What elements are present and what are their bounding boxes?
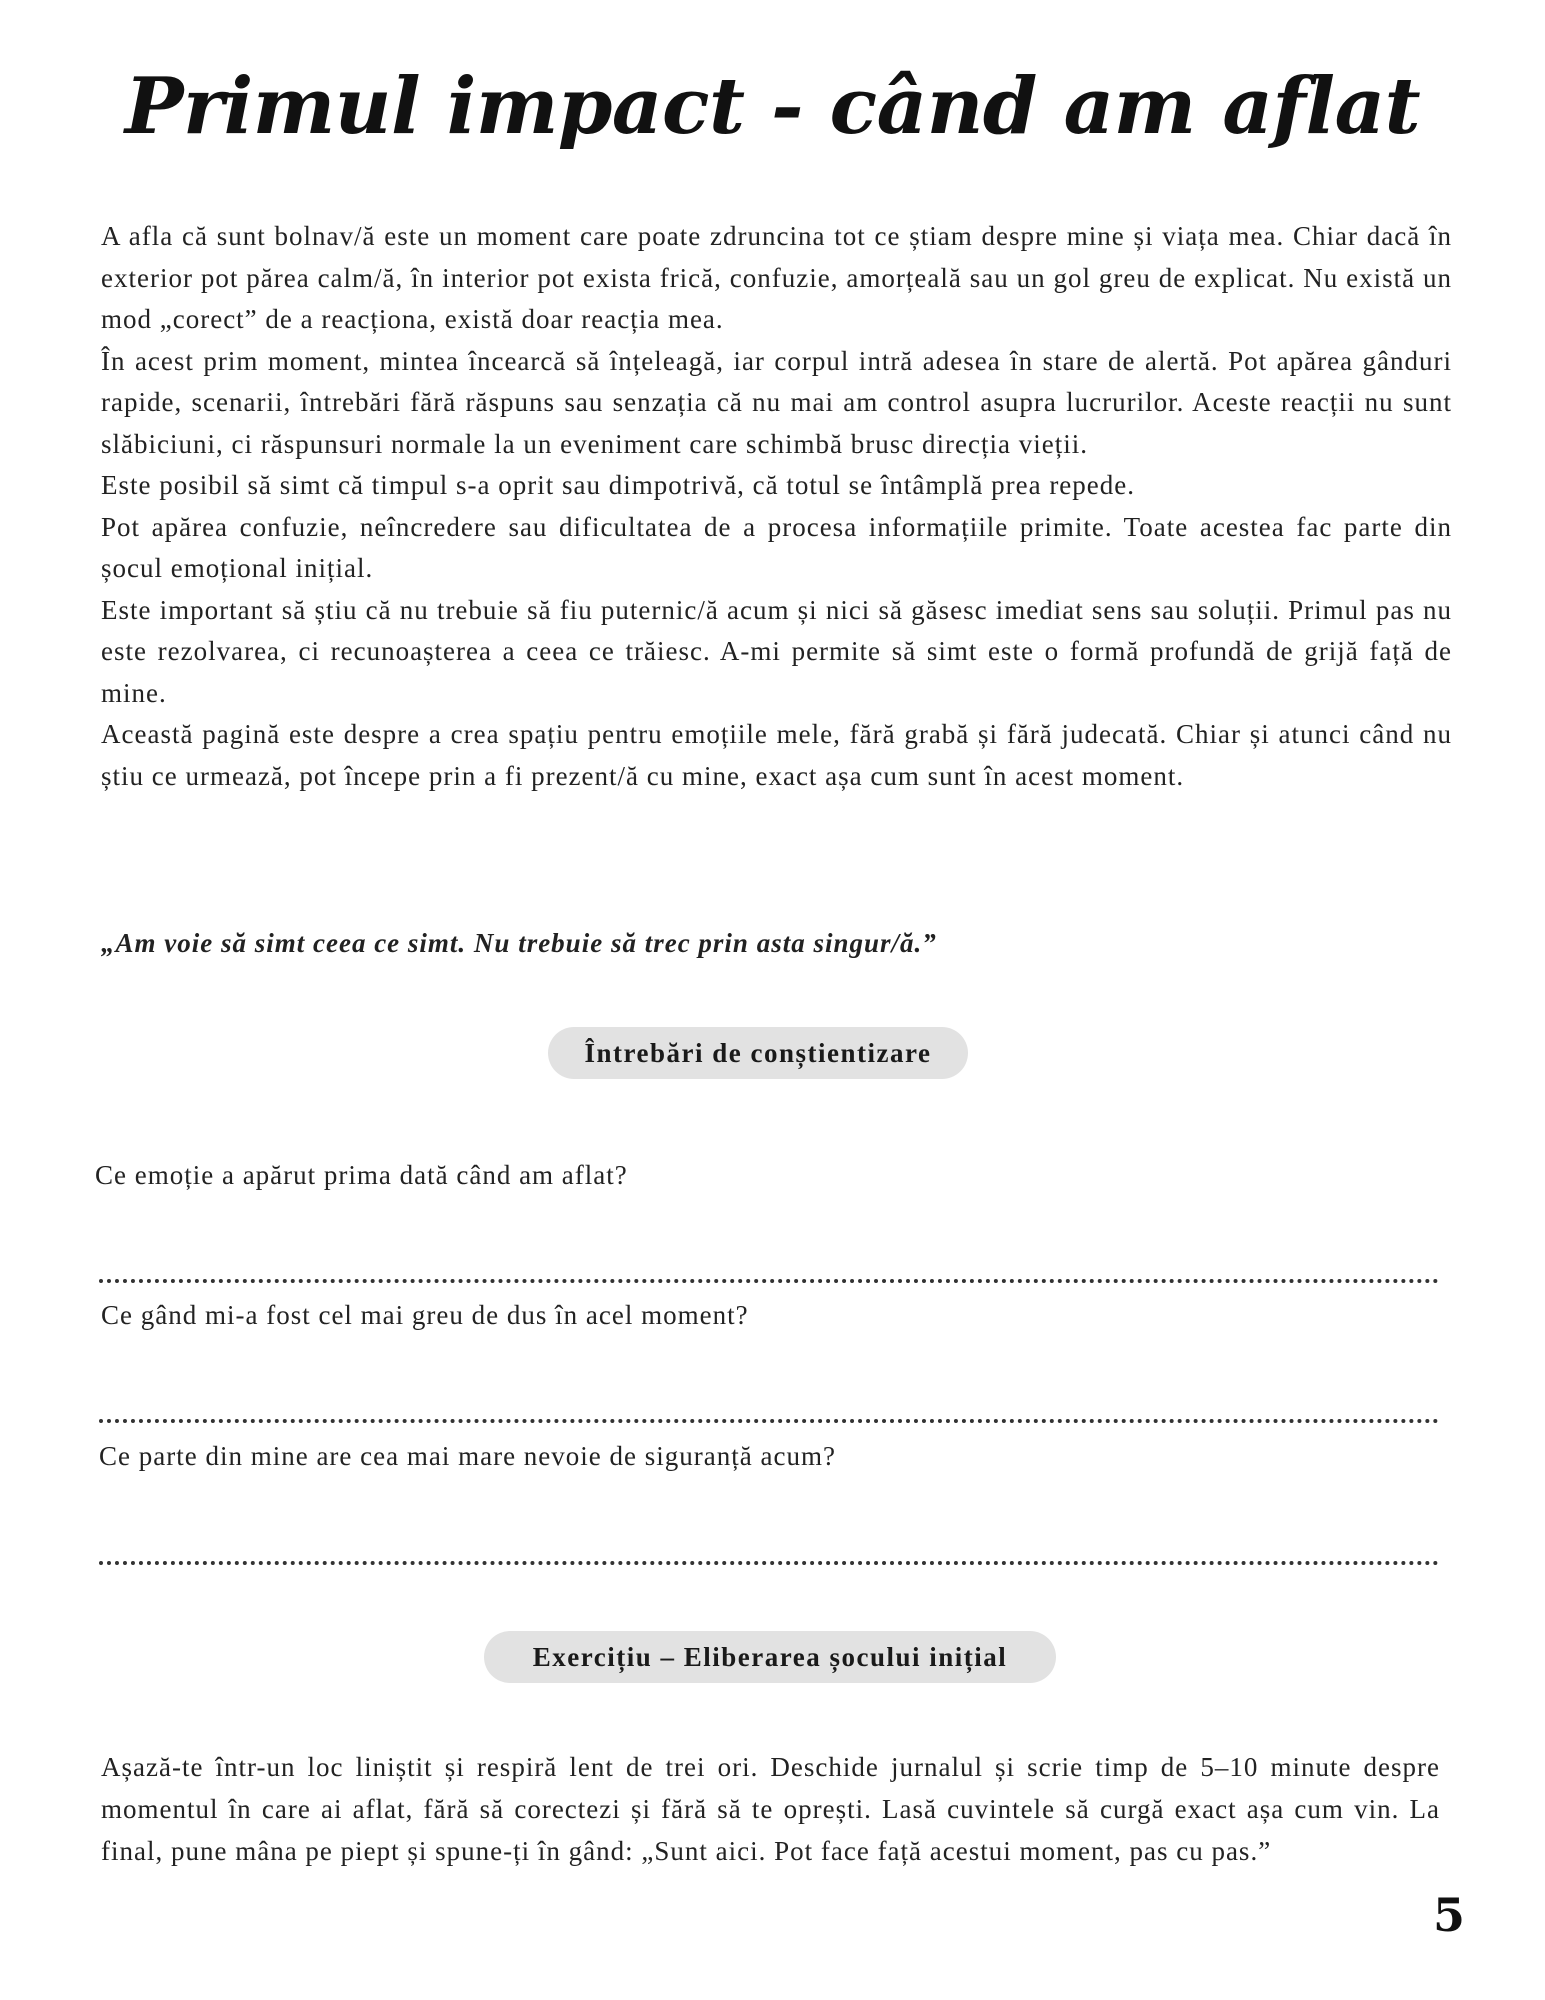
exercise-text: Așază-te într-un loc liniștit și respiră lent de trei ori. Deschide jurnalul și scrie timp de 5–10 minute despre momentul în care ai aflat, fără să corectezi și fără să te oprești. Lasă cuvintele să curgă exact așa cum vin. La final, pune mâna pe piept și spune-ți în gând: „Sunt aici. Pot face față acestui moment, pas cu pas.”: [101, 1752, 1440, 1866]
page-title: Primul impact - când am aflat: [124, 61, 1421, 152]
paragraph: Pot apărea confuzie, neîncredere sau dificultatea de a procesa informațiile primite. Toate acestea fac parte din șocul emoțional inițial.: [101, 511, 1452, 583]
paragraph: A afla că sunt bolnav/ă este un moment care poate zdruncina tot ce știam despre mine și viața mea. Chiar dacă în exterior pot părea calm/ă, în interior pot exista frică, confuzie, amorțeală sau un gol greu de explicat. Nu există un mod „corect” de a reacționa, există doar reacția mea.: [101, 221, 1452, 334]
paragraph: Este important să știu că nu trebuie să fiu puternic/ă acum și nici să găsesc imediat sens sau soluții. Primul pas nu este rezolvarea, ci recunoașterea a ceea ce trăiesc. A-mi permite să simt este o formă profundă de grijă față de mine.: [101, 594, 1452, 708]
affirmation-quote: „Am voie să simt ceea ce simt. Nu trebuie să trec prin asta singur/ă.”: [101, 928, 937, 958]
intro-text: [101, 216, 1452, 797]
exercise-heading: Exercițiu – Eliberarea șocului inițial: [484, 1631, 1056, 1683]
answer-line-3[interactable]: [99, 1561, 1439, 1565]
question-2: Ce gând mi-a fost cel mai greu de dus în acel moment?: [101, 1300, 749, 1330]
paragraph: Este posibil să simt că timpul s-a oprit sau dimpotrivă, că totul se întâmplă prea repede.: [101, 470, 1136, 500]
answer-line-2[interactable]: [99, 1419, 1439, 1423]
page-number: 5: [1432, 1888, 1465, 1942]
questions-heading: Întrebări de conștientizare: [548, 1027, 968, 1079]
question-1: Ce emoție a apărut prima dată când am aflat?: [95, 1160, 628, 1190]
paragraph: Această pagină este despre a crea spațiu pentru emoțiile mele, fără grabă și fără judecată. Chiar și atunci când nu știu ce urmează, pot începe prin a fi prezent/ă cu mine, exact așa cum sunt în acest moment.: [101, 719, 1452, 791]
answer-line-1[interactable]: [99, 1279, 1439, 1283]
paragraph: În acest prim moment, mintea încearcă să înțeleagă, iar corpul intră adesea în stare de alertă. Pot apărea gânduri rapide, scenarii, întrebări fără răspuns sau senzația că nu mai am control asupra lucrurilor. Aceste reacții nu sunt slăbiciuni, ci răspunsuri normale la un eveniment care schimbă brusc direcția vieții.: [101, 345, 1452, 459]
question-3: Ce parte din mine are cea mai mare nevoie de siguranță acum?: [99, 1441, 836, 1471]
